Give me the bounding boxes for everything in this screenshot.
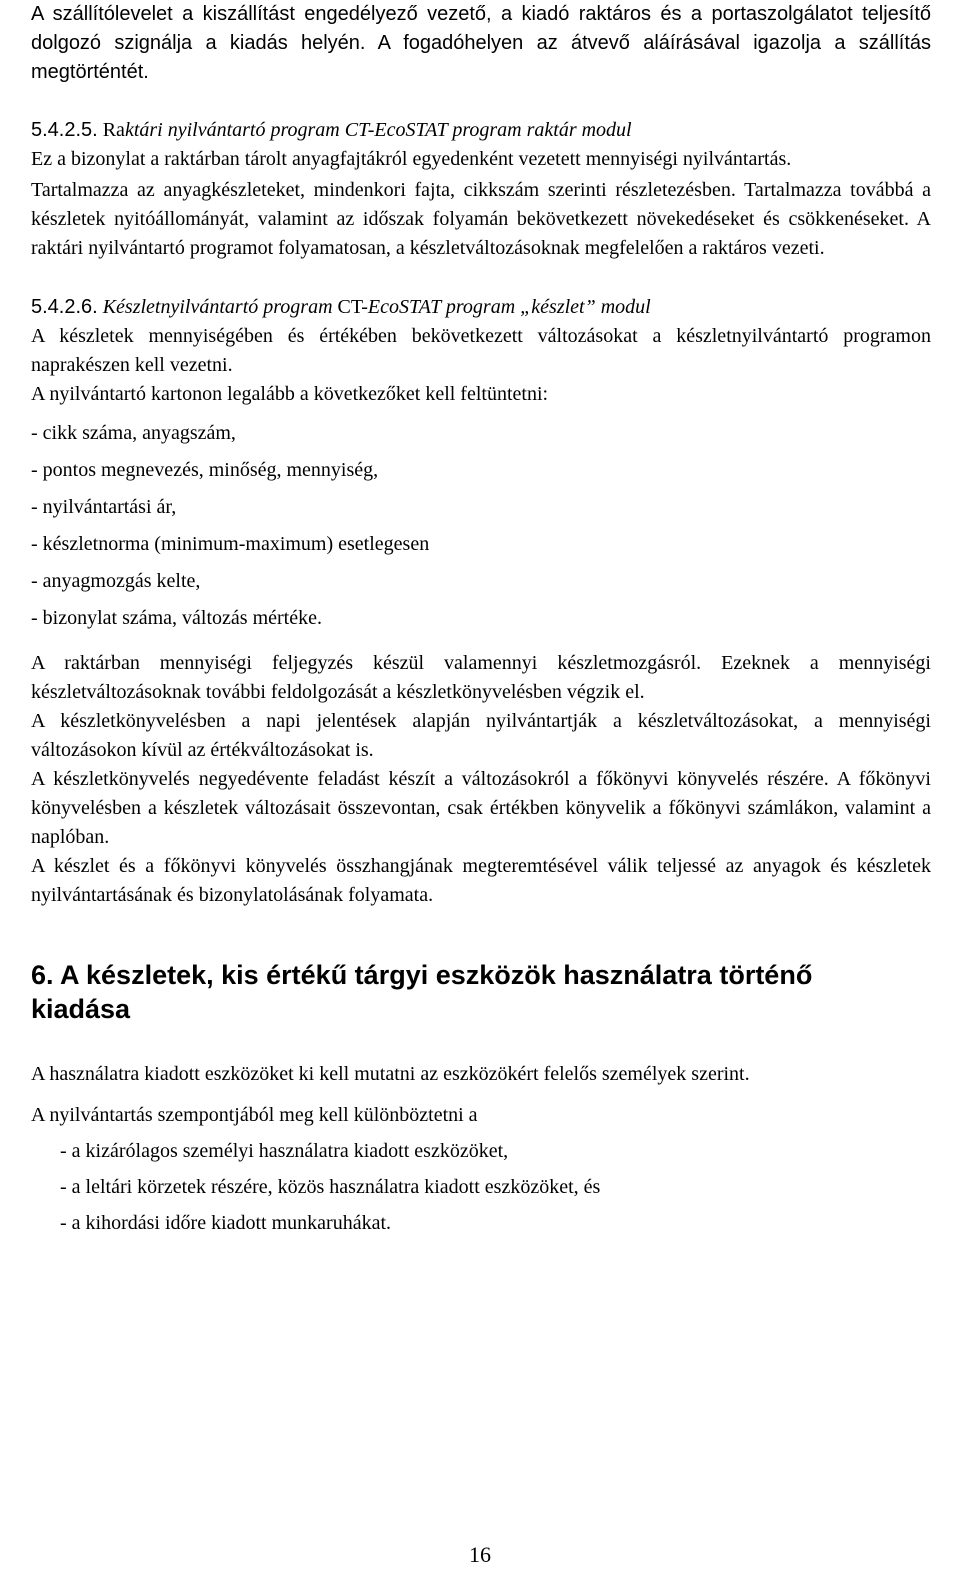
list-item: - pontos megnevezés, minőség, mennyiség, [31, 459, 379, 481]
list-item: - készletnorma (minimum-maximum) esetlegesen [31, 533, 430, 555]
section-5-4-2-5-para2: Tartalmazza az anyagkészleteket, mindenkori fajta, cikkszám szerinti részletezésben. Tartalmazza továbbá a készletek nyitóállományát, valamint az időszak folyamán bekövetkezett növekedéseket és csökkenéseket. A raktári nyilvántartó programot folyamatosan, a készletváltozásoknak megfelelően a raktáros vezeti. [31, 179, 931, 259]
intro-paragraph: A szállítólevelet a kiszállítást engedélyező vezető, a kiadó raktáros és a portaszolgálatot teljesítő dolgozó szignálja a kiadás helyén. A fogadóhelyen az átvevő aláírásával igazolja a szállítás megtörténtét. [31, 3, 931, 83]
section-number: 5.4.2.5. [31, 119, 98, 141]
section-number: 5.4.2.6. [31, 296, 98, 318]
section-title-part2: EcoSTAT program „készlet” modul [367, 296, 651, 318]
section-6-heading: 6. A készletek, kis értékű tárgyi eszközök használatra történő kiadása [31, 960, 813, 1024]
section-5-4-2-6-heading [31, 293, 931, 322]
section-5-4-2-6-para2: A raktárban mennyiségi feljegyzés készül valamennyi készletmozgásról. Ezeknek a mennyiségi készletváltozásoknak további feldolgozását a készletkönyvelésben végzik el. [31, 652, 931, 703]
section-6-para1: A használatra kiadott eszközöket ki kell mutatni az eszközökért felelős személyek szerint. [31, 1063, 750, 1085]
section-6-list-intro: A nyilvántartás szempontjából meg kell különböztetni a [31, 1104, 478, 1126]
section-title-prefix: Ra [102, 119, 125, 141]
section-5-4-2-6-para1: A készletek mennyiségében és értékében bekövetkezett változásokat a készletnyilvántartó programon naprakészen kell vezetni. [31, 325, 931, 376]
section-5-4-2-6-para3: A készletkönyvelésben a napi jelentések alapján nyilvántartják a készletváltozásokat, a mennyiségi változásokon kívül az értékváltozásokat is. [31, 710, 931, 761]
list-item: - a kihordási időre kiadott munkaruhákat. [60, 1212, 392, 1234]
list-item: - a leltári körzetek részére, közös használatra kiadott eszközöket, és [60, 1176, 601, 1198]
section-title: ktári nyilvántartó program CT-EcoSTAT program raktár modul [124, 119, 632, 141]
section-title-part1: Készletnyilvántartó program [102, 296, 333, 318]
section-5-4-2-5-para1: Ez a bizonylat a raktárban tárolt anyagfajtákról egyedenként vezetett mennyiségi nyilvántartás. [31, 148, 792, 170]
page-number: 16 [469, 1542, 491, 1567]
list-item: - cikk száma, anyagszám, [31, 422, 236, 444]
list-intro: A nyilvántartó kartonon legalább a következőket kell feltüntetni: [31, 383, 549, 405]
section-5-4-2-6-para4: A készletkönyvelés negyedévente feladást készít a változásokról a főkönyvi könyvelés részére. A főkönyvi könyvelésben a készletek változásait összevontan, csak értékben könyvelik a főkönyvi számlákon, valamint a naplóban. [31, 768, 931, 848]
list-item: - bizonylat száma, változás mértéke. [31, 607, 322, 629]
asset-category-list [60, 1133, 931, 1241]
list-item: - anyagmozgás kelte, [31, 570, 201, 592]
list-item: - nyilvántartási ár, [31, 496, 177, 518]
document-page [31, 0, 931, 1241]
section-5-4-2-6-para5: A készlet és a főkönyvi könyvelés összhangjának megteremtésével válik teljessé az anyagok és készletek nyilvántartásának és bizonylatolásának folyamata. [31, 855, 931, 906]
section-title-plain: CT- [337, 296, 368, 318]
list-item: - a kizárólagos személyi használatra kiadott eszközöket, [60, 1140, 509, 1162]
section-5-4-2-5-heading [31, 116, 931, 145]
card-field-list [31, 415, 931, 637]
